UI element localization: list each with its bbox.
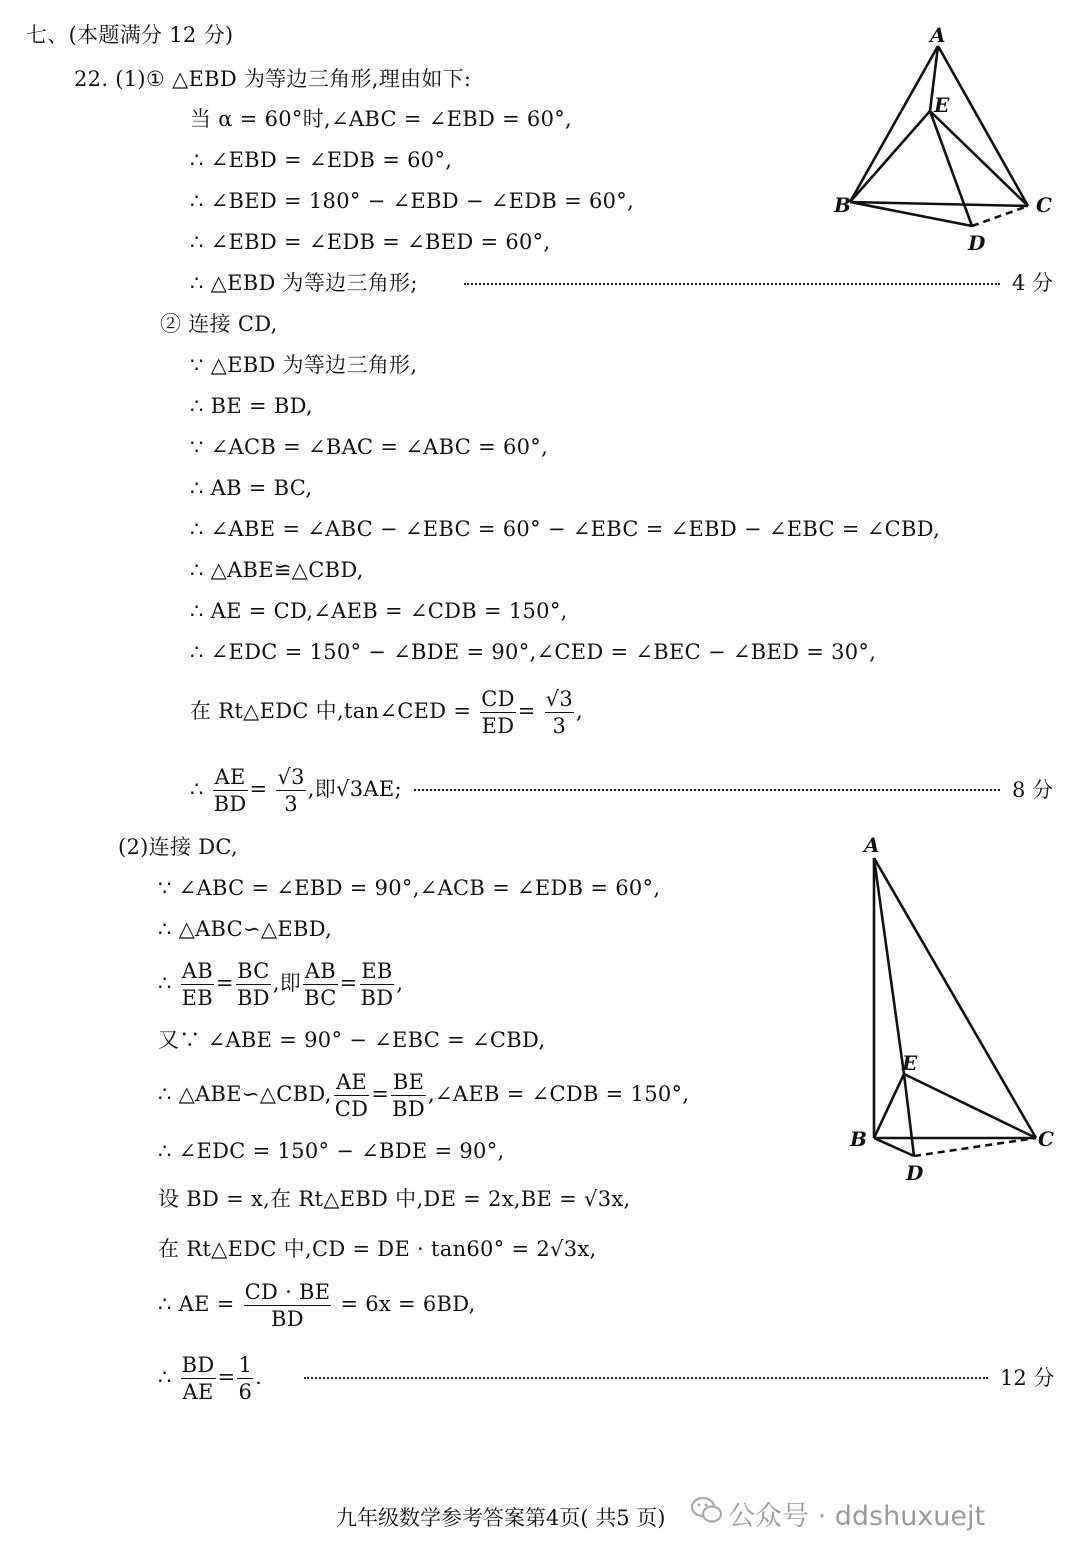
fraction: $\frac{AE}{CD}$ [334,1070,369,1121]
proof-line: ∴ ∠EBD = ∠EDB = ∠BED = 60°, [190,230,551,254]
score-label: 12 分 [1000,1366,1055,1390]
vertex-label: D [906,1161,924,1185]
vertex-label: C [1036,193,1052,217]
page-footer: 九年级数学参考答案第4页( 共5 页) [336,1506,666,1530]
fraction: $\frac{EB}{BD}$ [360,959,394,1010]
dotted-leader [304,1377,988,1379]
fraction: $\frac{BE}{BD}$ [392,1070,426,1121]
proof-line: 当 α = 60°时,∠ABC = ∠EBD = 60°, [190,107,573,131]
score-label: 4 分 [1012,271,1054,295]
proof-line: ∴ ∠EBD = ∠EDB = 60°, [190,148,453,172]
fraction-ae-bd: $\frac{AE}{BD}$ [213,765,247,816]
watermark: 公众号 · ddshuxuejt [728,1501,986,1532]
fraction: $\frac{AB}{EB}$ [181,959,214,1010]
fraction: $\frac{BD}{AE}$ [181,1353,215,1404]
wechat-icon [690,1495,724,1525]
similar-line: ∴ △ABE∽△CBD, $\frac{AE}{CD}$ = $\frac{BE}{BD}$ ,∠AEB = ∠CDB = 150°, [158,1070,690,1121]
fraction-sqrt3-3: $\frac{√3}{3}$ [545,687,573,738]
fraction: $\frac{1}{6}$ [238,1353,253,1404]
fraction: $\frac{BC}{BD}$ [236,959,270,1010]
vertex-label: E [934,93,950,117]
dotted-leader [464,283,1000,285]
proof-line: ∵ ∠ACB = ∠BAC = ∠ABC = 60°, [190,435,549,459]
proof-line: ∵ ∠ABC = ∠EBD = 90°,∠ACB = ∠EDB = 60°, [158,876,661,900]
final-line: ∴ $\frac{BD}{AE}$ = $\frac{1}{6}$ . [158,1353,263,1404]
proof-line: ∴ BE = BD, [190,394,313,418]
dotted-leader [414,789,1000,791]
proof-line: ∴ AB = BC, [190,476,313,500]
vertex-label: A [930,23,946,47]
vertex-label: B [850,1127,867,1151]
score-label: 8 分 [1012,778,1054,802]
part1-header: 22. (1)① △EBD 为等边三角形,理由如下: [74,67,472,91]
proof-line: 设 BD = x,在 Rt△EBD 中,DE = 2x,BE = √3x, [158,1187,631,1211]
ae-line: ∴ AE = $\frac{CD \cdot BE}{BD}$ = 6x = 6BD, [158,1280,476,1331]
proof-line: ∴ AE = CD,∠AEB = ∠CDB = 150°, [190,599,568,623]
tan-prefix: 在 Rt△EDC 中,tan∠CED = [190,699,472,723]
fraction: $\frac{AB}{BC}$ [304,959,337,1010]
tan-line: 在 Rt△EDC 中,tan∠CED = $\frac{CD}{ED}$ = $\frac{√3}{3}$ , [190,687,583,738]
proof-line: ∴ ∠EDC = 150° − ∠BDE = 90°, [158,1139,505,1163]
vertex-label: E [902,1051,918,1075]
fraction-cd-ed: $\frac{CD}{ED}$ [481,687,515,738]
section-heading: 七、(本题满分 12 分) [26,23,234,47]
proof-line: ∴ △ABC∽△EBD, [158,917,333,941]
proof-line: 又∵ ∠ABE = 90° − ∠EBC = ∠CBD, [158,1028,546,1052]
fraction-sqrt3-3: $\frac{√3}{3}$ [277,765,305,816]
proof-line: ∵ △EBD 为等边三角形, [190,353,418,377]
fraction: $\frac{CD \cdot BE}{BD}$ [244,1280,331,1331]
part2-header: (2)连接 DC, [118,835,238,859]
step2-header: ② 连接 CD, [160,312,278,336]
ratio-line: ∴ $\frac{AB}{EB}$ = $\frac{BC}{BD}$ ,即 $\frac{AB}{BC}$ = $\frac{EB}{BD}$ , [158,959,404,1010]
proof-line: ∴ ∠ABE = ∠ABC − ∠EBC = 60° − ∠EBC = ∠EBD − ∠EBC = ∠CBD, [190,517,941,541]
vertex-label: B [834,193,851,217]
vertex-label: C [1038,1127,1054,1151]
proof-line: ∴ ∠BED = 180° − ∠EBD − ∠EDB = 60°, [190,189,635,213]
proof-line: 在 Rt△EDC 中,CD = DE · tan60° = 2√3x, [158,1237,597,1261]
vertex-label: A [864,833,880,857]
figure-right-triangle [840,830,1070,1190]
figure-equilateral-triangle [826,20,1066,260]
proof-line: ∴ ∠EDC = 150° − ∠BDE = 90°,∠CED = ∠BEC − ∠BED = 30°, [190,640,877,664]
proof-line: ∴ △EBD 为等边三角形; [190,271,418,295]
conclusion-line: ∴ $\frac{AE}{BD}$ = $\frac{√3}{3}$ ,即√3AE; [190,765,402,816]
vertex-label: D [968,231,986,255]
proof-line: ∴ △ABE≌△CBD, [190,558,364,582]
